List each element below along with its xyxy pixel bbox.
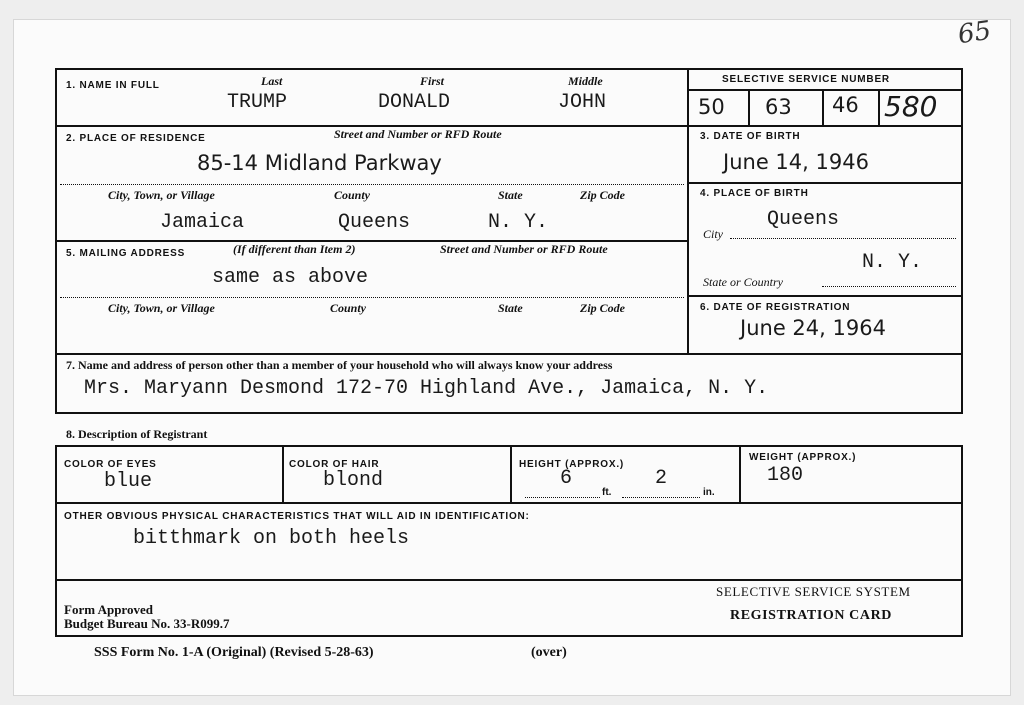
ssn-cell-4: 580 [884, 90, 938, 123]
description-rule-2 [55, 579, 963, 581]
height-label: HEIGHT (APPROX.) [519, 459, 625, 470]
mailing-state-label: State [498, 301, 523, 315]
description-rule-1 [55, 502, 963, 504]
description-divider [739, 445, 741, 503]
height-feet-value: 6 [560, 467, 573, 490]
handwritten-page-number: 65 [956, 15, 994, 51]
pob-state-dotted [822, 286, 956, 287]
mailing-city-label: City, Town, or Village [108, 301, 215, 315]
right-column-divider [687, 68, 689, 354]
hair-value: blond [323, 469, 384, 492]
first-name-value: DONALD [378, 91, 451, 114]
residence-state-label: State [498, 188, 523, 202]
eyes-label: COLOR OF EYES [64, 459, 157, 470]
residence-dotted-divider [60, 184, 684, 185]
residence-county-value: Queens [338, 211, 411, 234]
date-of-registration-value: June 24, 1964 [740, 316, 886, 340]
place-of-birth-label: 4. PLACE OF BIRTH [700, 188, 809, 199]
weight-label: WEIGHT (APPROX.) [749, 452, 857, 463]
middle-name-value: JOHN [558, 91, 607, 114]
selective-service-system-label: SELECTIVE SERVICE SYSTEM [716, 584, 911, 599]
item7-value: Mrs. Maryann Desmond 172-70 Highland Ave., Jamaica, N. Y. [84, 377, 769, 400]
date-of-birth-value: June 14, 1946 [723, 150, 869, 174]
pob-city-dotted [730, 238, 956, 239]
mailing-street-label: Street and Number or RFD Route [440, 242, 608, 256]
eyes-value: blue [104, 470, 153, 493]
height-inches-value: 2 [655, 467, 668, 490]
name-in-full-label: 1. NAME IN FULL [66, 80, 160, 91]
registration-card-label: REGISTRATION CARD [730, 608, 893, 623]
description-of-registrant-label: 8. Description of Registrant [66, 427, 208, 441]
last-name-label: Last [261, 74, 283, 88]
description-divider [510, 445, 512, 503]
feet-unit-label: ft. [602, 487, 612, 498]
residence-state-value: N. Y. [488, 211, 549, 234]
place-of-residence-label: 2. PLACE OF RESIDENCE [66, 133, 206, 144]
mailing-if-different-label: (If different than Item 2) [233, 242, 356, 256]
budget-bureau-number: Budget Bureau No. 33-R099.7 [64, 616, 230, 631]
ssn-cell-1: 50 [698, 95, 725, 119]
selective-service-number-label: SELECTIVE SERVICE NUMBER [722, 74, 890, 85]
ssn-cell-2: 63 [765, 95, 792, 119]
mailing-address-value: same as above [212, 266, 369, 289]
feet-dotted-line [525, 497, 600, 498]
hair-label: COLOR OF HAIR [289, 459, 380, 470]
date-of-registration-label: 6. DATE OF REGISTRATION [700, 302, 851, 313]
ssn-cell-divider [748, 89, 750, 126]
form-approved-label: Form Approved [64, 602, 153, 617]
pob-city-label: City [703, 227, 723, 241]
mailing-address-label: 5. MAILING ADDRESS [66, 248, 186, 259]
mailing-dotted-divider [60, 297, 684, 298]
mailing-zip-label: Zip Code [580, 301, 625, 315]
date-of-birth-label: 3. DATE OF BIRTH [700, 131, 801, 142]
pob-state-value: N. Y. [862, 251, 923, 274]
inches-dotted-line [622, 497, 700, 498]
item7-label: 7. Name and address of person other than a member of your household who will always know your address [66, 358, 613, 372]
residence-street-label: Street and Number or RFD Route [334, 127, 502, 141]
residence-city-label: City, Town, or Village [108, 188, 215, 202]
residence-county-label: County [334, 188, 371, 202]
sss-form-number: SSS Form No. 1-A (Original) (Revised 5-28-63) [94, 645, 374, 660]
pob-state-label: State or Country [703, 275, 783, 289]
inches-unit-label: in. [703, 487, 715, 498]
other-characteristics-value: bitthmark on both heels [133, 527, 410, 550]
weight-value: 180 [767, 464, 804, 487]
ssn-cell-divider [822, 89, 824, 126]
pob-city-value: Queens [767, 208, 840, 231]
over-note: (over) [531, 645, 567, 660]
rule-right-after-pob [687, 295, 963, 297]
middle-name-label: Middle [568, 74, 603, 88]
rule-right-after-dob [687, 182, 963, 184]
ssn-cell-divider [878, 89, 880, 126]
first-name-label: First [420, 74, 445, 88]
ssn-cell-3: 46 [832, 93, 859, 117]
rule-before-item7 [55, 353, 963, 355]
residence-zip-label: Zip Code [580, 188, 625, 202]
rule-after-name [55, 125, 963, 127]
residence-street-value: 85-14 Midland Parkway [197, 151, 442, 175]
residence-city-value: Jamaica [160, 211, 245, 234]
description-divider [282, 445, 284, 503]
other-characteristics-label: OTHER OBVIOUS PHYSICAL CHARACTERISTICS THAT WILL AID IN IDENTIFICATION: [64, 511, 530, 522]
mailing-county-label: County [330, 301, 367, 315]
last-name-value: TRUMP [227, 91, 288, 114]
